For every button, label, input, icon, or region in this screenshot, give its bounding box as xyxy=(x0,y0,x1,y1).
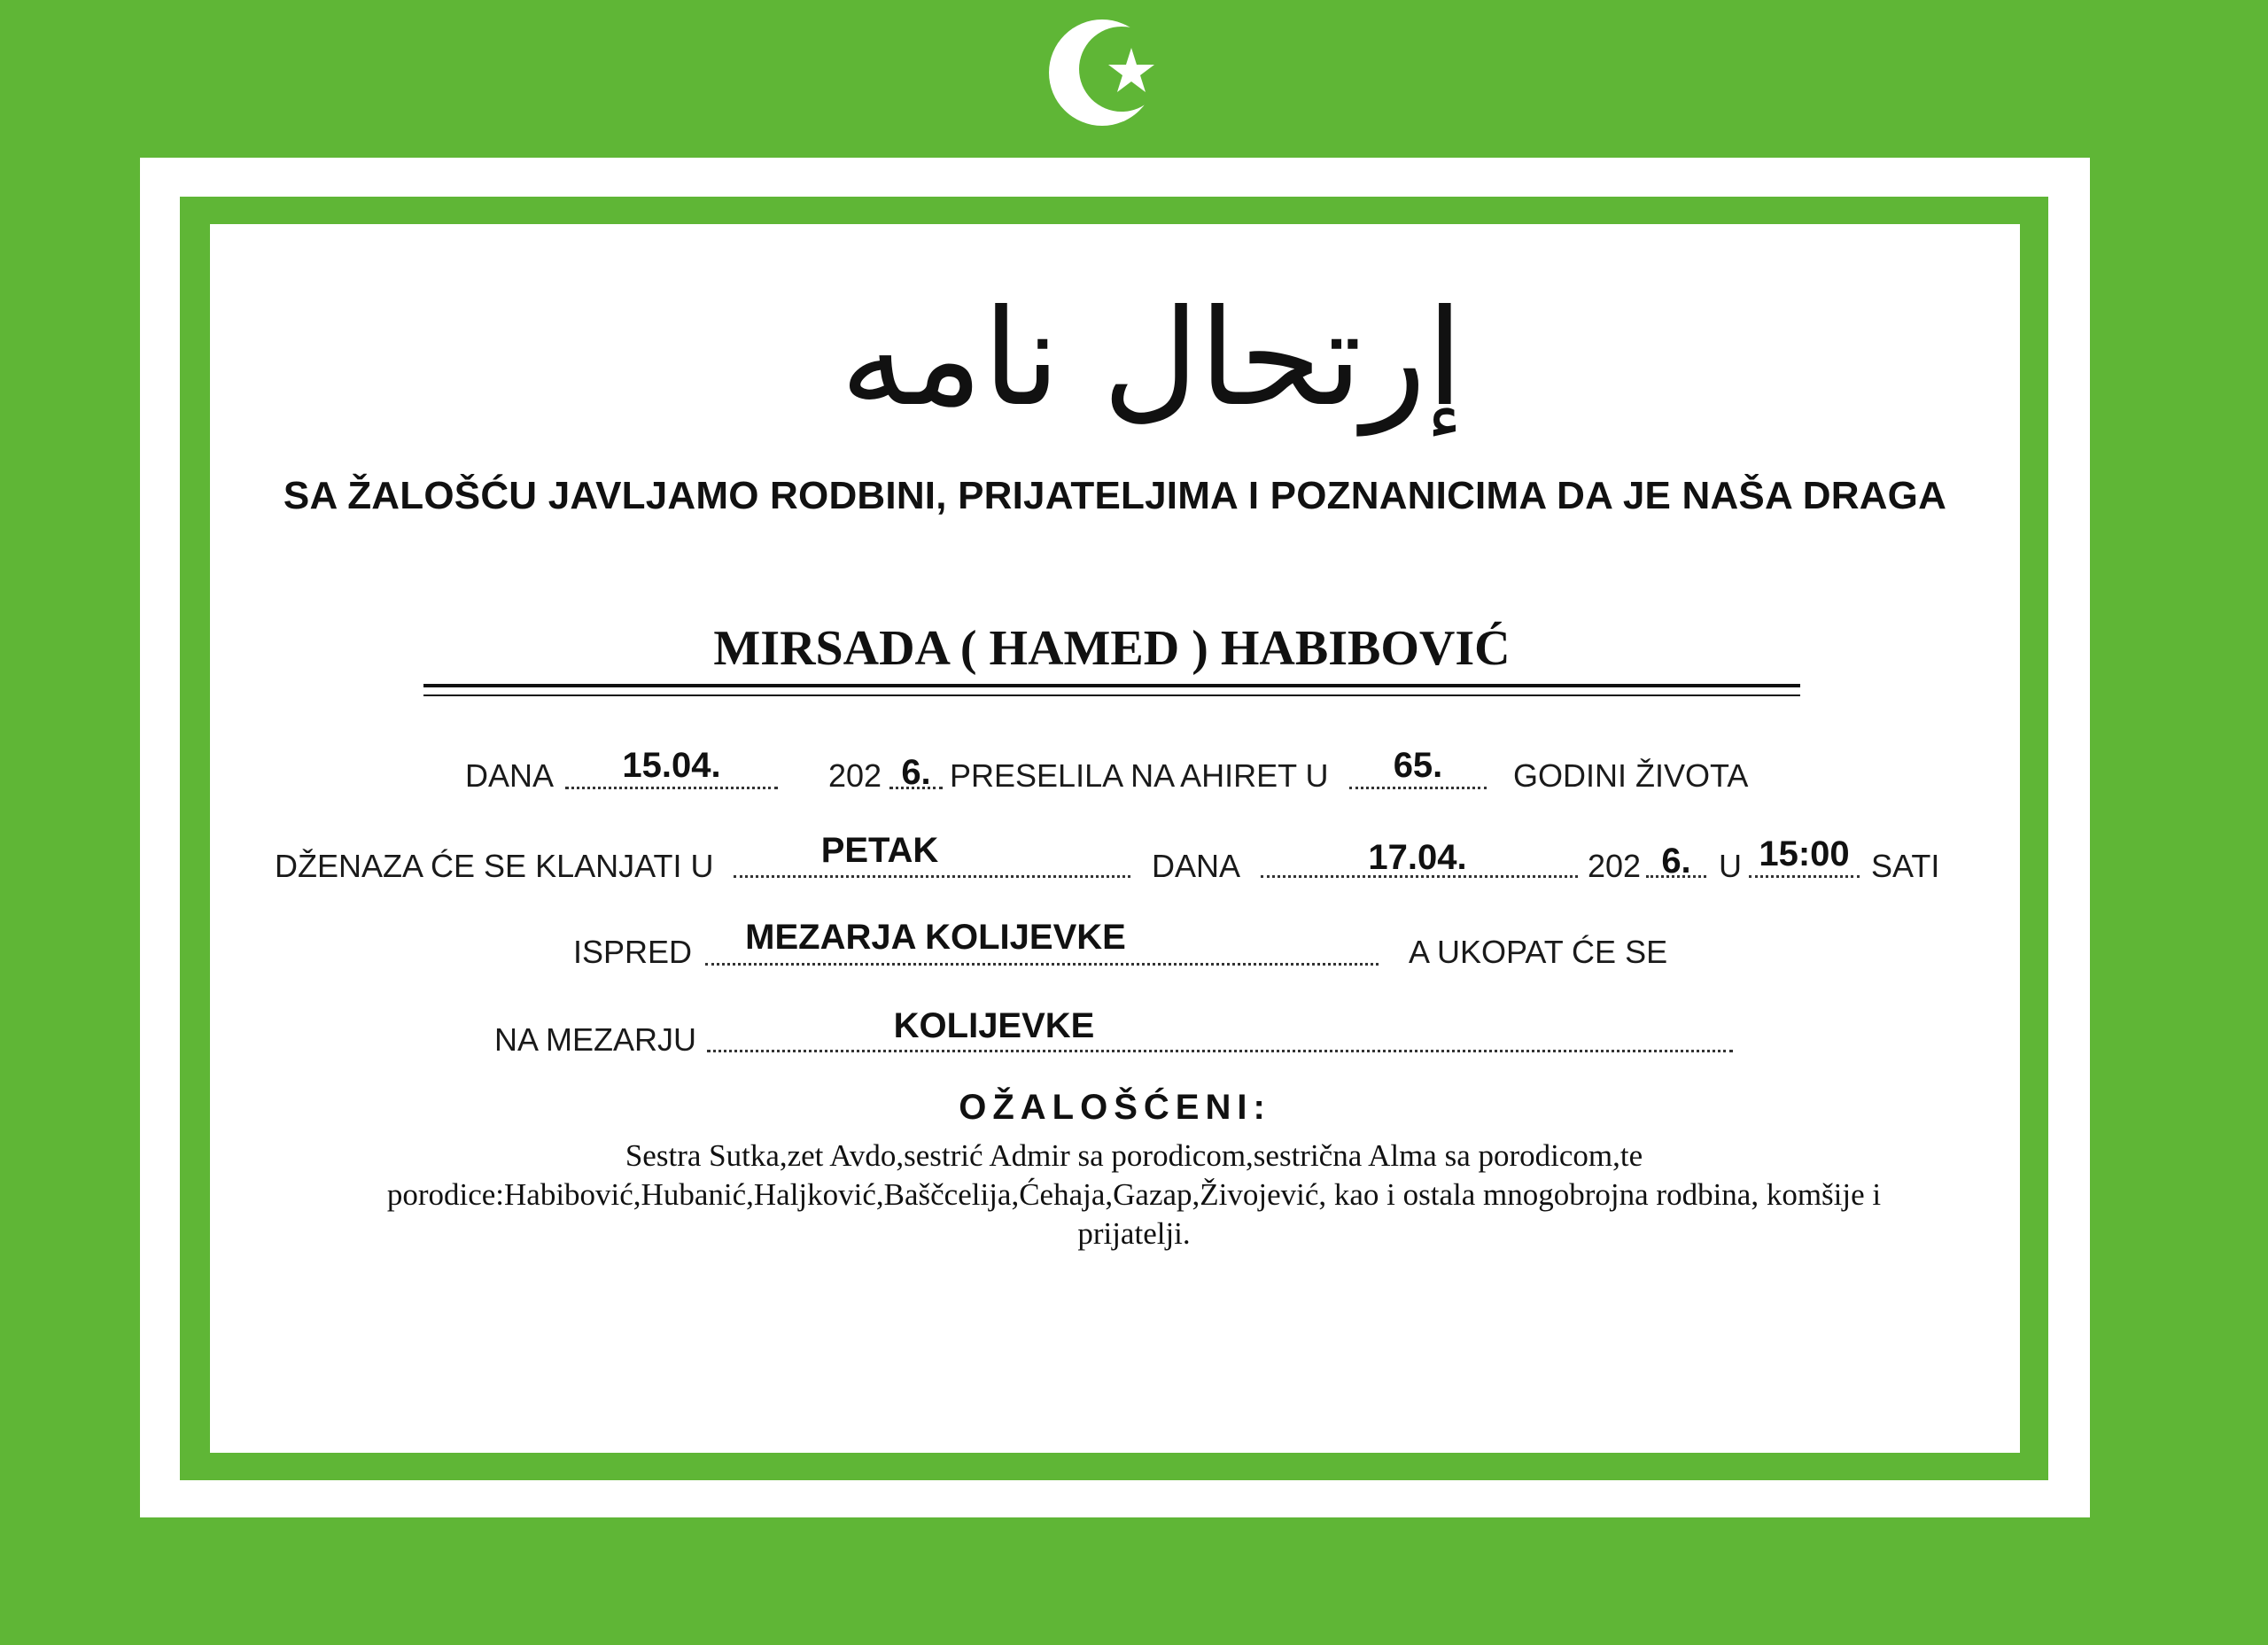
age-value: 65. xyxy=(1393,746,1443,785)
burial-cemetery: KOLIJEVKE xyxy=(893,1006,1095,1045)
death-date: 15.04. xyxy=(622,746,721,785)
funeral-day: PETAK xyxy=(820,831,939,870)
deceased-name: MIRSADA ( HAMED ) HABIBOVIĆ xyxy=(713,621,1511,676)
janaza-place: MEZARJA KOLIJEVKE xyxy=(745,918,1126,957)
year-prefix: 202 xyxy=(828,757,882,794)
ukopat-label: A UKOPAT ĆE SE xyxy=(1409,934,1668,970)
date-dotted-line xyxy=(565,787,778,789)
mourners-text xyxy=(266,1137,2002,1253)
ispred-label: ISPRED xyxy=(573,934,693,970)
mezarju-label: NA MEZARJU xyxy=(494,1021,697,1058)
mourners-line-b: porodice:Habibović,Hubanić,Haljković,Baščcelija,Ćehaja,Gazap,Živojević, kao i ostala mnogobrojna rodbina, komšije i xyxy=(386,1177,1882,1212)
time-dotted-line xyxy=(1749,875,1860,878)
place-dotted-line xyxy=(705,963,1379,966)
announcement-text: SA ŽALOŠĆU JAVLJAMO RODBINI, PRIJATELJIMA I POZNANICIMA DA JE NAŠA DRAGA xyxy=(283,474,1947,517)
dana-label-2: DANA xyxy=(1152,848,1241,884)
mourners-line-c: prijatelji. xyxy=(1077,1216,1191,1251)
cemetery-dotted-line xyxy=(707,1050,1733,1052)
name-underline-thin xyxy=(423,694,1800,696)
death-year-digit: 6. xyxy=(901,753,931,792)
preselila-label: PRESELILA NA AHIRET U xyxy=(950,757,1329,794)
funeral-time: 15:00 xyxy=(1759,834,1850,873)
name-underline-thick xyxy=(423,684,1800,687)
funeral-date: 17.04. xyxy=(1368,838,1467,877)
day-dotted-line xyxy=(734,875,1130,878)
u-label: U xyxy=(1719,848,1742,884)
mourners-heading: OŽALOŠĆENI: xyxy=(959,1088,1271,1127)
godini-label: GODINI ŽIVOTA xyxy=(1513,757,1749,794)
dzenaza-label: DŽENAZA ĆE SE KLANJATI U xyxy=(275,848,714,884)
arabic-title: إرتحال نامه xyxy=(840,282,1464,436)
year-prefix-2: 202 xyxy=(1588,848,1642,884)
mourners-line-a: Sestra Sutka,zet Avdo,sestrić Admir sa porodicom,sestrična Alma sa porodicom,te xyxy=(625,1138,1643,1173)
funeral-year-digit: 6. xyxy=(1661,842,1691,881)
sati-label: SATI xyxy=(1871,848,1940,884)
crescent-star-icon xyxy=(1047,16,1171,129)
age-dotted-line xyxy=(1349,787,1487,789)
dana-label: DANA xyxy=(465,757,555,794)
